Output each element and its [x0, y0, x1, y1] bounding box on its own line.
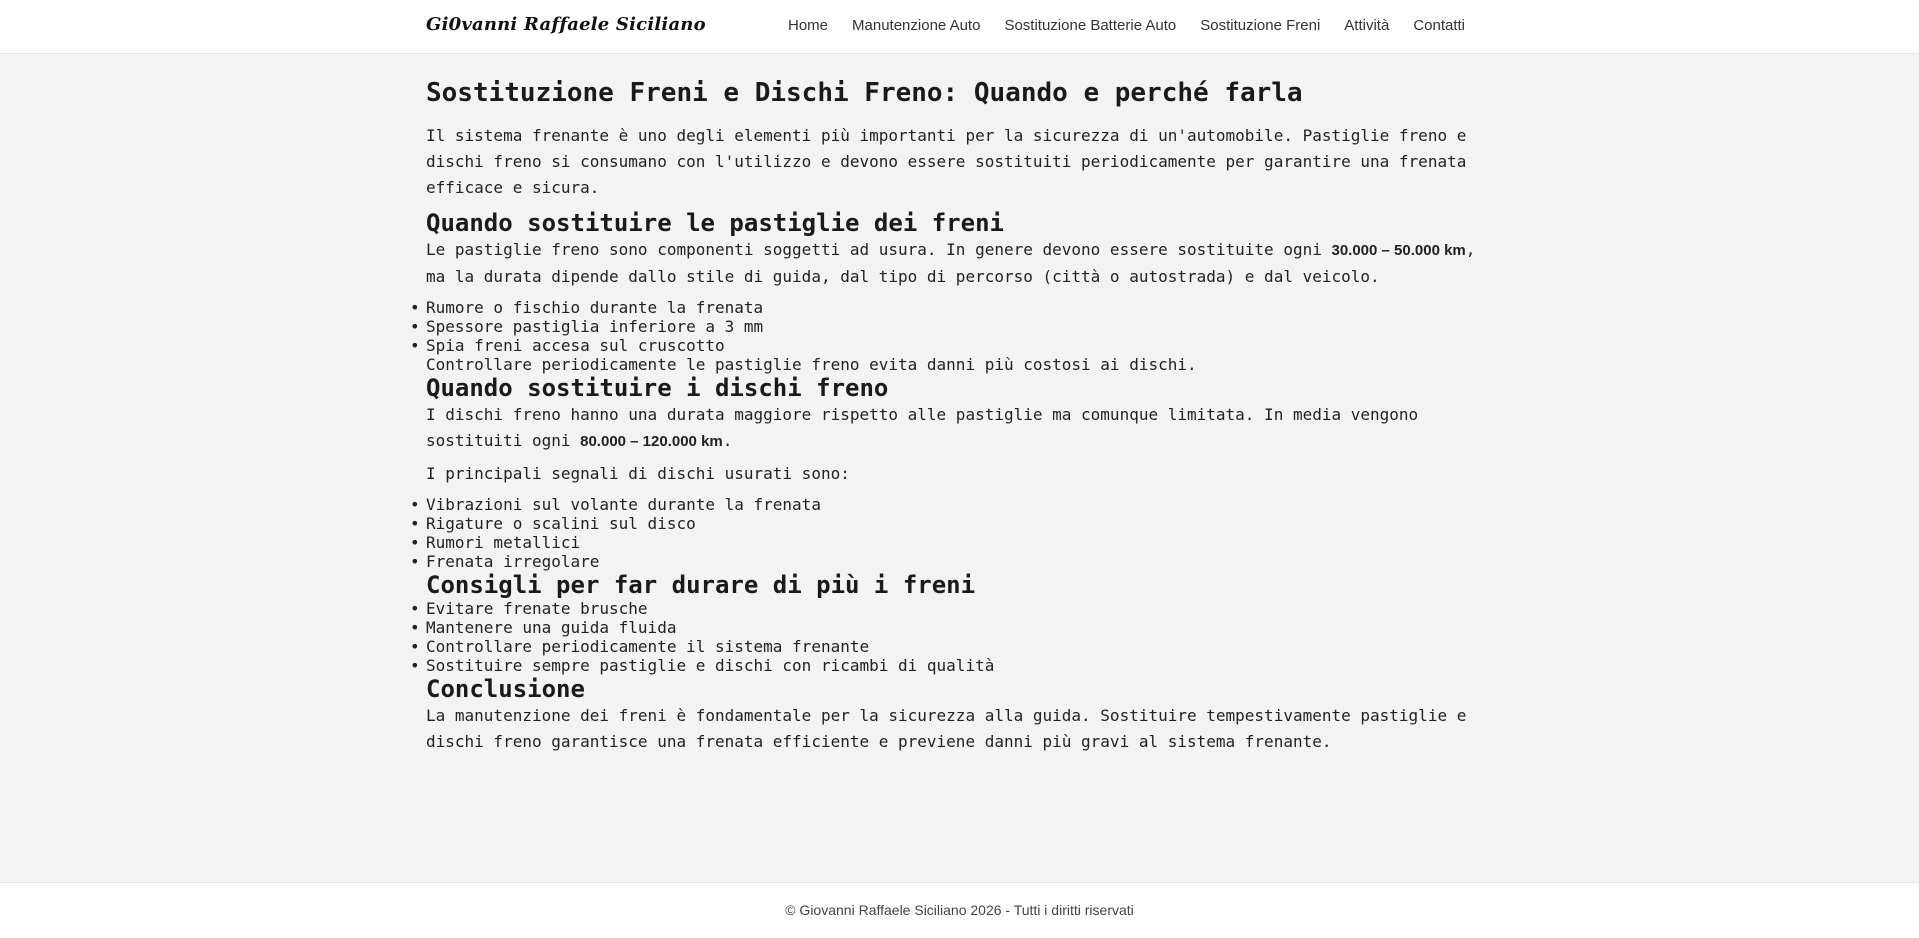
conclusione-paragraph: La manutenzione dei freni è fondamentale per la sicurezza alla guida. Sostituire tempestivamente pastiglie e dischi freno garantisce una frenata efficiente e previene danni più gravi al sistema frenante. — [426, 706, 1467, 751]
main-nav — [788, 17, 1465, 34]
list-item: • Rumori metallici — [426, 533, 1496, 552]
list-item: • Mantenere una guida fluida — [426, 618, 1496, 637]
list-item: • Spessore pastiglia inferiore a 3 mm — [426, 317, 1496, 336]
pastiglie-km-range: 30.000 – 50.000 km — [1331, 242, 1466, 259]
section-heading-dischi: Quando sostituire i dischi freno — [426, 374, 889, 402]
section-heading-consigli: Consigli per far durare di più i freni — [426, 571, 976, 599]
list-item: • Sostituire sempre pastiglie e dischi con ricambi di qualità — [426, 656, 1496, 675]
dischi-paragraph: I dischi freno hanno una durata maggiore rispetto alle pastiglie ma comunque limitata. In media vengono sostituiti ogni 80.000 – 120.000 km. — [426, 405, 1419, 450]
article-content — [426, 76, 1496, 755]
consigli-list — [426, 599, 1496, 675]
pastiglie-symptoms-list — [426, 298, 1496, 355]
site-footer — [0, 882, 1919, 938]
footer-copyright: © Giovanni Raffaele Siciliano 2026 - Tutti i diritti riservati — [785, 902, 1134, 918]
list-item: • Controllare periodicamente il sistema frenante — [426, 637, 1496, 656]
dischi-signals-intro: I principali segnali di dischi usurati sono: — [426, 464, 850, 483]
list-item: • Spia freni accesa sul cruscotto — [426, 336, 1496, 355]
list-item: • Rumore o fischio durante la frenata — [426, 298, 1496, 317]
nav-sostituzione-freni[interactable]: Sostituzione Freni — [1200, 17, 1321, 34]
nav-home[interactable]: Home — [788, 17, 829, 34]
section-heading-pastiglie: Quando sostituire le pastiglie dei freni — [426, 209, 1004, 237]
nav-contatti[interactable]: Contatti — [1413, 17, 1466, 34]
nav-sostituzione-batterie[interactable]: Sostituzione Batterie Auto — [1004, 17, 1177, 34]
dischi-signals-list — [426, 495, 1496, 571]
pastiglie-note: Controllare periodicamente le pastiglie freno evita danni più costosi ai dischi. — [426, 355, 1197, 374]
section-heading-conclusione: Conclusione — [426, 675, 585, 703]
list-item: • Evitare frenate brusche — [426, 599, 1496, 618]
page-title: Sostituzione Freni e Dischi Freno: Quando e perché farla — [426, 78, 1303, 108]
site-logo[interactable]: Gi0vanni Raffaele Siciliano — [426, 14, 706, 35]
dischi-km-range: 80.000 – 120.000 km — [580, 433, 723, 450]
list-item: • Frenata irregolare — [426, 552, 1496, 571]
nav-attivita[interactable]: Attività — [1344, 17, 1390, 34]
top-navbar — [0, 0, 1919, 54]
pastiglie-paragraph: Le pastiglie freno sono componenti soggetti ad usura. In genere devono essere sostituite ogni 30.000 – 50.000 km, ma la durata dipende dallo stile di guida, dal tipo di percorso (città o autostrada) e dal veicolo. — [426, 240, 1476, 286]
nav-manutenzione-auto[interactable]: Manutenzione Auto — [852, 17, 981, 34]
list-item: • Vibrazioni sul volante durante la frenata — [426, 495, 1496, 514]
list-item: • Rigature o scalini sul disco — [426, 514, 1496, 533]
intro-paragraph: Il sistema frenante è uno degli elementi più importanti per la sicurezza di un'automobile. Pastiglie freno e dischi freno si consumano con l'utilizzo e devono essere sostituiti periodicamente per garantire una frenata efficace e sicura. — [426, 126, 1467, 197]
